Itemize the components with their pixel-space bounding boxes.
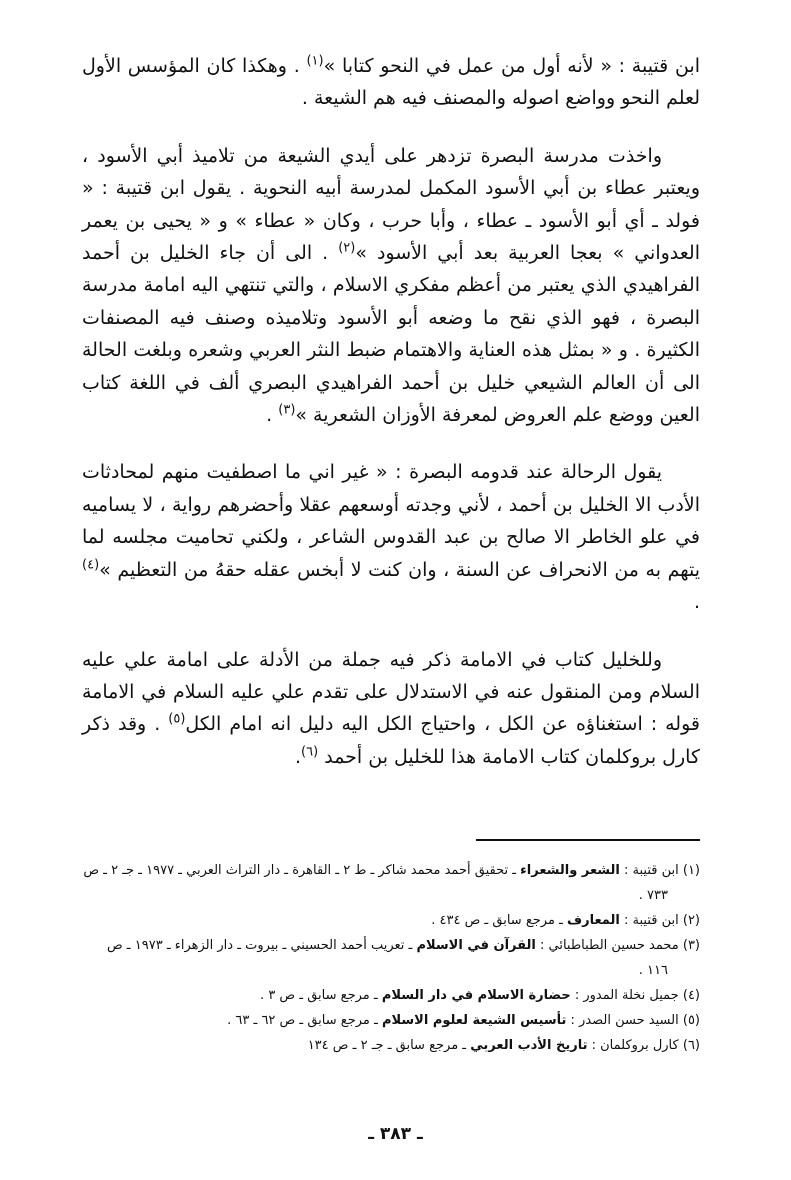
footnote-ref-2: (٢) [338,240,356,256]
footnote-separator [476,839,700,841]
footnote-ref-5: (٥) [168,711,186,727]
footnote-details: ـ مرجع سابق ـ ص ٣ . [260,988,382,1003]
footnote-ref-3: (٣) [278,402,296,418]
footnote-details: ـ مرجع سابق ـ جـ ٢ ـ ص ١٣٤ [307,1038,471,1053]
footnote-title: حضارة الاسلام في دار السلام [381,988,571,1003]
paragraph-4-text-c: . [295,745,302,768]
paragraph-3-text-a: يقول الرحالة عند قدومه البصرة : « غير اني ما اصطفيت منهم لمحادثات الأدب الا الخليل بن أحمد ، لأني وجدته أوسعهم عقلا وأحضرهم رواية ، لا يساميه في علو الخاطر الا صالح بن عبد القدوس الشاعر ، ولكني تحاميت مجلسه لما يتهم به من الانحراف عن السنة ، وان كنت لا أبخس عقله حقهُ من التعظيم » [82,461,700,581]
footnote-6 [82,1033,700,1058]
footnote-3 [82,933,700,983]
paragraph-3 [82,456,700,618]
paragraph-3-text-b: . [693,591,700,614]
paragraph-2-text-a: واخذت مدرسة البصرة تزدهر على أيدي الشيعة من تلاميذ أبي الأسود ، ويعتبر عطاء بن أبي الأسود المكمل لمدرسة أبيه النحوية . يقول ابن قتيبة : « فولد ـ أي أبو الأسود ـ عطاء ، وأبا حرب ، وكان « عطاء » و « يحيى بن يعمر العدواني » بعجا العربية بعد أبي الأسود » [82,144,700,265]
footnote-title: المعارف [567,913,620,928]
footnote-details: ـ مرجع سابق ـ ص ٤٣٤ . [431,913,567,928]
footnote-number: (٢) [682,913,700,928]
footnote-author: ابن قتيبة : [619,863,679,878]
footnote-4 [82,983,700,1008]
paragraph-4-text-a: وللخليل كتاب في الامامة ذكر فيه جملة من الأدلة على امامة علي عليه السلام ومن المنقول عنه في الاستدلال على تقدم علي عليه السلام في الامامة قوله : استغناؤه عن الكل ، واحتياج الكل اليه دليل انه امام الكل [82,648,700,736]
footnote-ref-4: (٤) [82,557,100,573]
footnote-1 [82,858,700,908]
footnote-2 [82,908,700,933]
footnote-author: جميل نخلة المدور : [570,988,679,1003]
paragraph-4-text-b: . وقد ذكر كارل بروكلمان كتاب الامامة هذا للخليل بن أحمد [82,713,700,768]
footnote-author: السيد حسن الصدر : [566,1013,679,1028]
footnote-title: الشعر والشعراء [520,863,620,878]
paragraph-1-text-a: ابن قتيبة : « لأنه أول من عمل في النحو كتابا » [323,55,701,77]
footnote-title: تأسيس الشيعة لعلوم الاسلام [381,1013,567,1028]
footnotes-list [82,858,700,1058]
footnote-number: (٦) [682,1038,700,1053]
footnote-author: ابن قتيبة : [619,913,679,928]
paragraph-1 [82,50,700,115]
footnote-number: (٣) [682,938,700,953]
paragraph-2 [82,140,700,432]
footnote-number: (٤) [682,988,700,1003]
paragraph-1-text-b: . وهكذا كان المؤسس الأول لعلم النحو وواضع اصوله والمصنف فيه هم الشيعة . [82,55,700,110]
paragraph-4 [82,644,700,774]
footnote-5 [82,1008,700,1033]
footnote-author: محمد حسين الطباطبائي : [535,938,679,953]
footnote-number: (١) [682,863,700,878]
footnote-number: (٥) [682,1013,700,1028]
footnote-title: القرآن في الاسلام [416,938,536,953]
page-number: ـ ٣٨٣ ـ [368,1124,423,1144]
footnote-details: ـ مرجع سابق ـ ص ٦٢ ـ ٦٣ . [227,1013,382,1028]
footnote-details: ـ تعريب أحمد الحسيني ـ بيروت ـ دار الزهراء ـ ١٩٧٣ ـ ص ١١٦ . [106,938,668,978]
paragraph-2-text-b: . الى أن جاء الخليل بن أحمد الفراهيدي الذي يعتبر من أعظم مفكري الاسلام ، والتي تنتهي اليه امامة مدرسة البصرة ، فهو الذي نقح ما وضعه أبو الأسود وتلاميذه وصنف فيه المصنفات الكثيرة . و « بمثل هذه العناية والاهتمام ضبط النثر العربي وشعره وبلغت الحالة الى أن العالم الشيعي خليل بن أحمد الفراهيدي البصري ألف في اللغة كتاب العين ووضع علم العروض لمعرفة الأوزان الشعرية » [82,242,700,427]
footnote-details: ـ تحقيق أحمد محمد شاكر ـ ط ٢ ـ القاهرة ـ دار التراث العربي ـ ١٩٧٧ ـ جـ ٢ ـ ص ٧٣٣ . [83,863,668,903]
footnote-ref-1: (١) [306,53,324,69]
page-body [82,50,700,773]
footnote-title: تاريخ الأدب العربي [470,1038,588,1053]
footnote-ref-6: (٦) [301,744,319,760]
footnote-author: كارل بروكلمان : [587,1038,679,1053]
paragraph-2-text-c: . [266,404,279,427]
